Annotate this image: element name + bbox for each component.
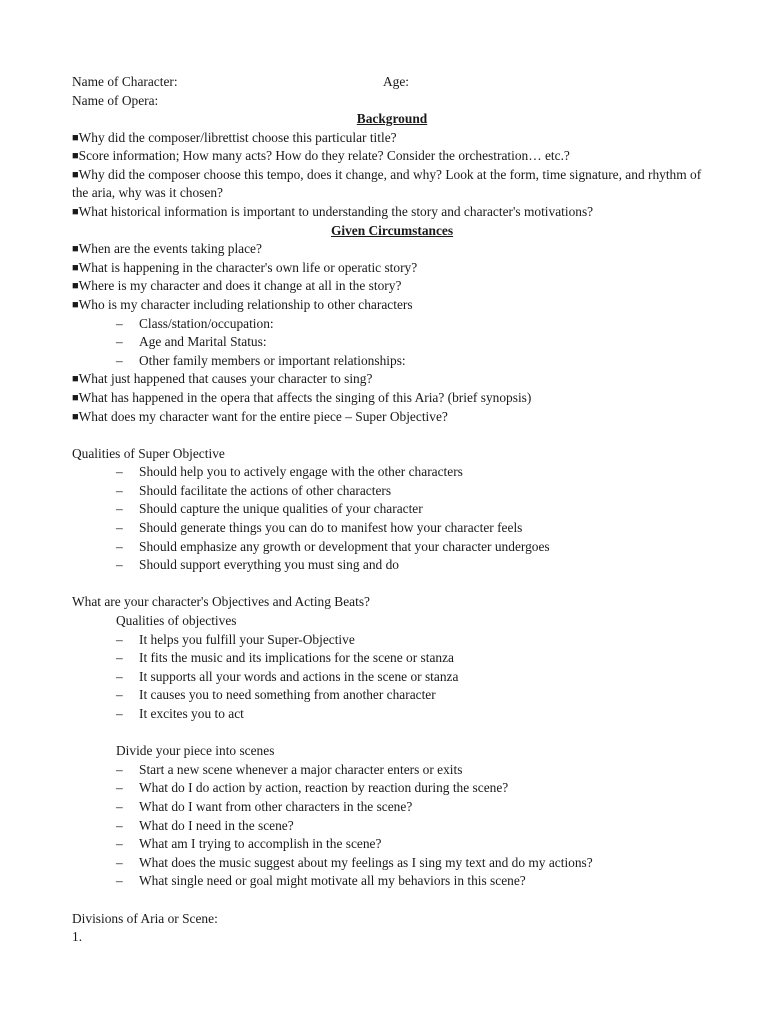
scenes-item: – Start a new scene whenever a major character enters or exits (72, 761, 712, 780)
spacer (72, 426, 712, 445)
dash-icon: – (116, 315, 123, 331)
spacer (72, 891, 712, 910)
divisions-first-entry: 1. (72, 929, 83, 945)
dash-icon: – (116, 557, 123, 573)
dash-icon: – (116, 650, 123, 666)
dash-icon: – (116, 706, 123, 721)
scenes-item: – What do I want from other characters in the scene? (72, 798, 712, 817)
dash-icon: – (116, 482, 123, 498)
scenes-title: Divide your piece into scenes (116, 743, 275, 759)
worksheet-content (72, 73, 712, 947)
bullet-icon: ■ (72, 168, 79, 181)
given-item: ■Where is my character and does it change at all in the story? (72, 278, 402, 294)
character-name-row (72, 73, 712, 92)
dash-icon: – (116, 798, 123, 814)
dash-icon: – (116, 334, 123, 350)
name-of-character-label: Name of Character: (72, 74, 178, 89)
super-objective-item: – Should support everything you must sing and do (72, 556, 712, 575)
spacer (72, 575, 712, 594)
scenes-item: – What am I trying to accomplish in the scene? (72, 835, 712, 854)
dash-icon: – (116, 836, 123, 852)
dash-icon: – (116, 501, 123, 517)
given-sub-item: – Age and Marital Status: (72, 333, 712, 352)
scenes-item: – What do I do action by action, reaction by reaction during the scene? (72, 779, 712, 798)
objectives-item: – It fits the music and its implications for the scene or stanza (72, 649, 712, 668)
background-heading: Background (356, 111, 428, 127)
given-item: ■What has happened in the opera that affects the singing of this Aria? (brief synopsis) (72, 389, 532, 405)
bullet-icon: ■ (72, 150, 79, 163)
dash-icon: – (116, 780, 123, 796)
dash-icon: – (116, 538, 123, 554)
objectives-item: – It causes you to need something from another character (72, 686, 712, 705)
objectives-item: – It excites you to act (72, 705, 712, 724)
dash-icon: – (116, 873, 123, 889)
spacer (72, 724, 712, 743)
super-objective-item: – Should generate things you can do to manifest how your character feels (72, 519, 712, 538)
name-of-opera-label: Name of Opera: (72, 92, 159, 108)
background-item: ■Why did the composer/librettist choose this particular title? (72, 129, 397, 145)
dash-icon: – (116, 817, 123, 833)
scenes-item: – What does the music suggest about my feelings as I sing my text and do my actions? (72, 854, 712, 873)
objectives-item: – It supports all your words and actions in the scene or stanza (72, 668, 712, 687)
dash-icon: – (116, 520, 123, 536)
super-objective-item: – Should emphasize any growth or development that your character undergoes (72, 538, 712, 557)
age-label: Age: (383, 74, 410, 89)
background-item: ■Score information; How many acts? How do they relate? Consider the orchestration… etc.? (72, 148, 570, 164)
bullet-icon: ■ (72, 131, 79, 144)
dash-icon: – (116, 687, 123, 703)
bullet-icon: ■ (72, 373, 79, 386)
dash-icon: – (116, 464, 123, 480)
dash-icon: – (116, 668, 123, 684)
bullet-icon: ■ (72, 391, 79, 404)
super-objective-title: Qualities of Super Objective (72, 445, 225, 461)
bullet-icon: ■ (72, 280, 79, 293)
given-sub-item: – Class/station/occupation: (72, 315, 712, 334)
dash-icon: – (116, 352, 123, 368)
divisions-title: Divisions of Aria or Scene: (72, 910, 218, 926)
given-item: ■What just happened that causes your character to sing? (72, 371, 373, 387)
super-objective-item: – Should capture the unique qualities of your character (72, 500, 712, 519)
given-sub-item: – Other family members or important relationships: (72, 352, 712, 371)
given-circumstances-heading: Given Circumstances (330, 222, 454, 238)
background-item: ■Why did the composer choose this tempo, does it change, and why? Look at the form, time signature, and rhythm of the aria, why was it chosen? (72, 166, 702, 200)
dash-icon: – (116, 631, 123, 647)
given-item: ■Who is my character including relationship to other characters (72, 296, 413, 312)
scenes-item: – What do I need in the scene? (72, 817, 712, 836)
super-objective-item: – Should help you to actively engage with the other characters (72, 463, 712, 482)
bullet-icon: ■ (72, 261, 79, 274)
bullet-icon: ■ (72, 410, 79, 423)
objectives-item: – It helps you fulfill your Super-Objective (72, 631, 712, 650)
given-item: ■What is happening in the character's own life or operatic story? (72, 259, 418, 275)
bullet-icon: ■ (72, 298, 79, 311)
bullet-icon: ■ (72, 243, 79, 256)
objectives-title: What are your character's Objectives and Acting Beats? (72, 594, 370, 610)
background-item: ■What historical information is important to understanding the story and character's motivations? (72, 203, 594, 219)
dash-icon: – (116, 854, 123, 870)
scenes-item: – What single need or goal might motivate all my behaviors in this scene? (72, 872, 712, 891)
bullet-icon: ■ (72, 205, 79, 218)
given-item: ■What does my character want for the entire piece – Super Objective? (72, 408, 448, 424)
objectives-subtitle: Qualities of objectives (116, 613, 237, 629)
super-objective-item: – Should facilitate the actions of other characters (72, 482, 712, 501)
dash-icon: – (116, 761, 123, 777)
given-item: ■When are the events taking place? (72, 241, 262, 257)
